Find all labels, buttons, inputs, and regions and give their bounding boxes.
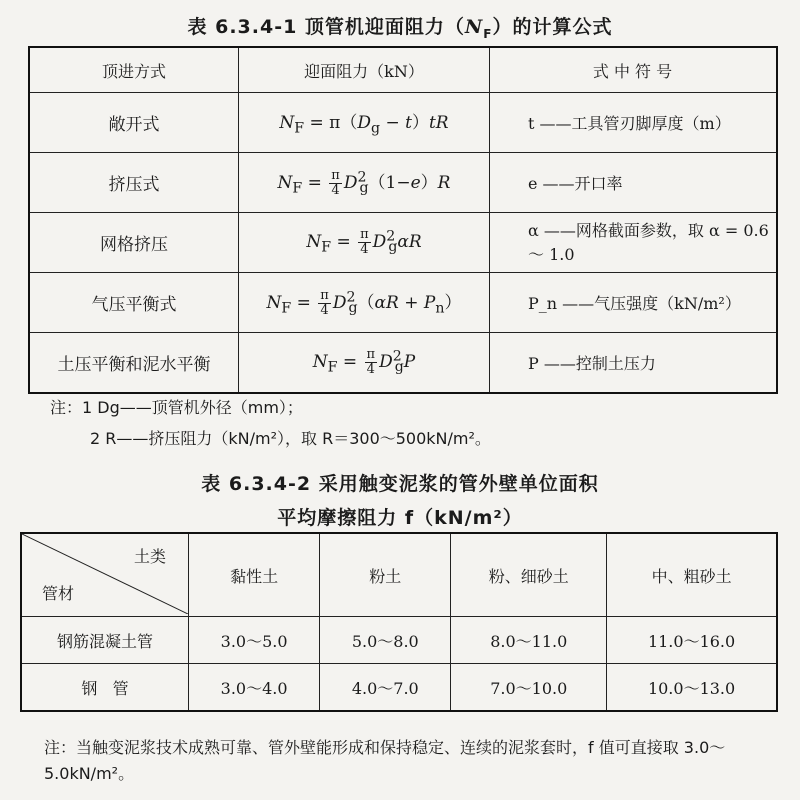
formula-cell: $N_F$ = $\frac{\pi}{4}$ $D^2_g(1-e)R$ (239, 153, 490, 213)
table2-title-line1: 表 6.3.4-2 采用触变泥浆的管外壁单位面积 (201, 473, 599, 495)
material-cell: 钢 管 (21, 664, 189, 712)
table-row (21, 664, 777, 712)
formula-cell: $N_F$ = $\frac{\pi}{4}$ $D^2_gP$ (239, 333, 490, 394)
value-cell: 3.0～4.0 (189, 664, 320, 712)
header-method: 顶进方式 (29, 47, 239, 93)
table-row (29, 273, 777, 333)
symbol-cell: e ——开口率 (490, 153, 778, 213)
column-header: 中、粗砂土 (607, 533, 777, 617)
symbol-cell: P_n ——气压强度（kN/m²） (490, 273, 778, 333)
diagonal-header-cell (21, 533, 189, 617)
value-cell: 11.0～16.0 (607, 617, 777, 664)
thrust-resistance-table (28, 46, 778, 394)
column-header: 粉、细砂土 (451, 533, 607, 617)
method-cell: 土压平衡和泥水平衡 (29, 333, 239, 394)
table2-header-row (21, 533, 777, 617)
method-cell: 气压平衡式 (29, 273, 239, 333)
table-row (29, 213, 777, 273)
table1-note-2: 2 R——挤压阻力（kN/m²），取 R＝300～500kN/m²。 (90, 429, 491, 448)
symbol-cell: α ——网格截面参数，取 α = 0.6 ～ 1.0 (490, 213, 778, 273)
value-cell: 8.0～11.0 (451, 617, 607, 664)
table-row (29, 93, 777, 153)
table1-header-row (29, 47, 777, 93)
method-cell: 挤压式 (29, 153, 239, 213)
value-cell: 3.0～5.0 (189, 617, 320, 664)
table2-note: 注：当触变泥浆技术成熟可靠、管外壁能形成和保持稳定、连续的泥浆套时，f 值可直接取 3.0～5.0kN/m²。 (44, 738, 726, 783)
corner-soil-label: 土类 (133, 547, 166, 566)
value-cell: 4.0～7.0 (320, 664, 451, 712)
column-header: 黏性土 (189, 533, 320, 617)
table1-note-1: 注：1 Dg——顶管机外径（mm）； (50, 398, 303, 417)
friction-resistance-table (20, 532, 778, 712)
formula-cell: $N_F$ = $\frac{\pi}{4}$ $D^2_g\alpha R$ (239, 213, 490, 273)
value-cell: 10.0～13.0 (607, 664, 777, 712)
method-cell: 网格挤压 (29, 213, 239, 273)
formula-cell: $N_F$ = $\frac{\pi}{4}$ $D^2_g(\alpha R + P_n)$ (239, 273, 490, 333)
value-cell: 7.0～10.0 (451, 664, 607, 712)
formula-cell: $N_F = \pi(D_g - t)tR$ (239, 93, 490, 153)
method-cell: 敞开式 (29, 93, 239, 153)
header-symbols: 式 中 符 号 (490, 47, 778, 93)
symbol-cell: P ——控制土压力 (490, 333, 778, 394)
material-cell: 钢筋混凝土管 (21, 617, 189, 664)
table1-title: 表 6.3.4-1 顶管机迎面阻力$(N_F)$的计算公式 (187, 16, 613, 41)
column-header: 粉土 (320, 533, 451, 617)
symbol-cell: t ——工具管刃脚厚度（m） (490, 93, 778, 153)
table-row (21, 617, 777, 664)
value-cell: 5.0～8.0 (320, 617, 451, 664)
corner-material-label: 管材 (42, 584, 75, 603)
table-row (29, 153, 777, 213)
table-row (29, 333, 777, 394)
table2-title-line2: 平均摩擦阻力 f（kN/m²） (277, 507, 523, 529)
header-resistance: 迎面阻力（kN） (239, 47, 490, 93)
